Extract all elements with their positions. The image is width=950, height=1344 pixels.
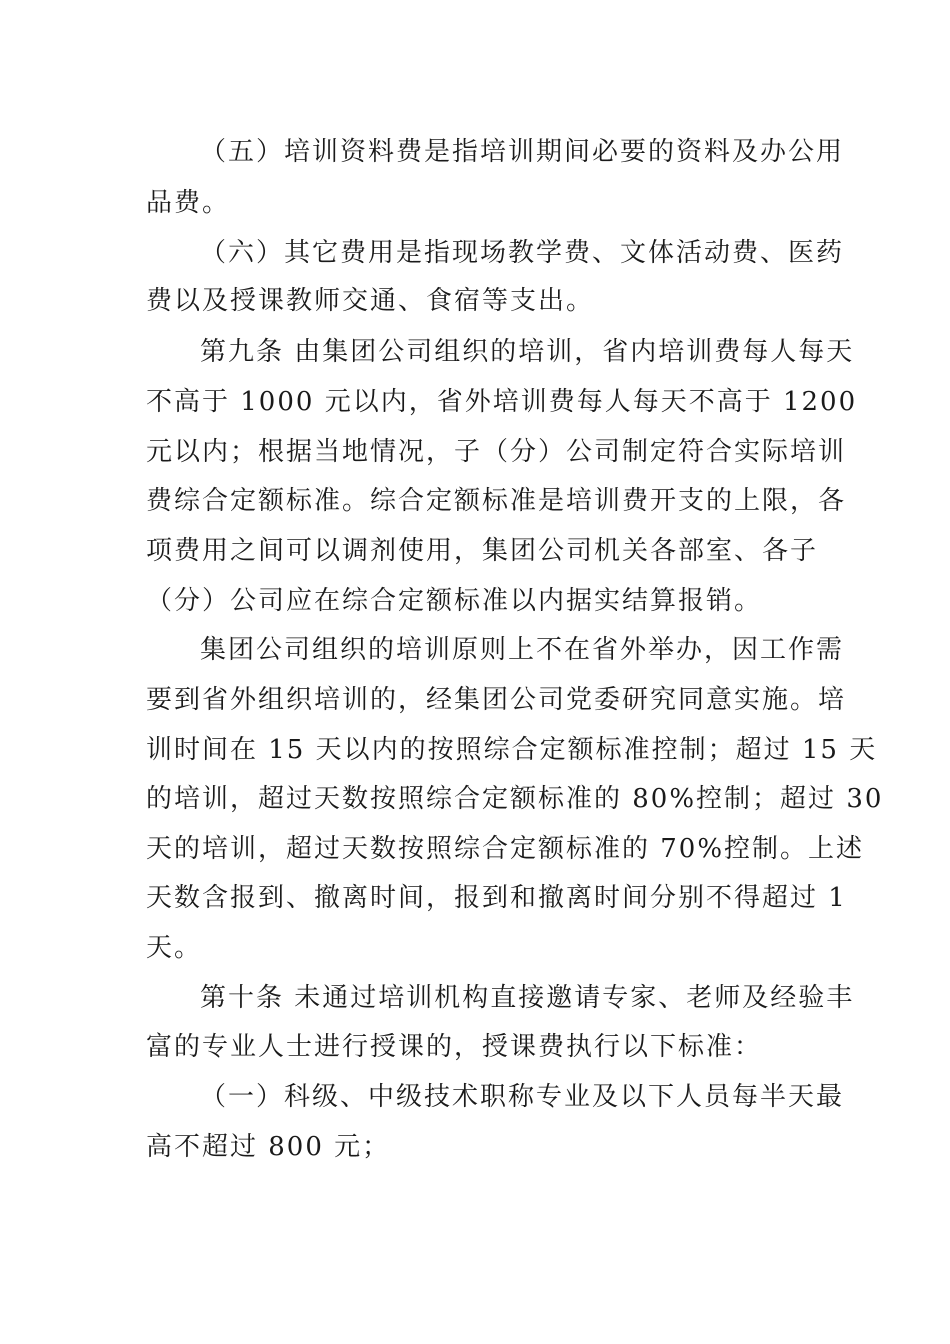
text-line-14: 的培训，超过天数按照综合定额标准的 80%控制；超过 30 [146,784,884,814]
text-line-1: （五）培训资料费是指培训期间必要的资料及办公用 [200,137,845,167]
text-line-9: 项费用之间可以调剂使用，集团公司机关各部室、各子 [146,536,819,566]
text-line-21: 高不超过 800 元； [146,1132,391,1162]
text-line-13: 训时间在 15 天以内的按照综合定额标准控制；超过 15 天 [146,735,878,765]
text-line-4: 费以及授课教师交通、食宿等支出。 [146,286,595,316]
text-line-19: 富的专业人士进行授课的，授课费执行以下标准： [146,1032,763,1062]
text-line-6: 不高于 1000 元以内，省外培训费每人每天不高于 1200 [146,387,858,417]
text-line-8: 费综合定额标准。综合定额标准是培训费开支的上限，各 [146,486,847,516]
text-line-11: 集团公司组织的培训原则上不在省外举办，因工作需 [200,635,845,665]
text-line-10: （分）公司应在综合定额标准以内据实结算报销。 [146,586,763,616]
text-line-16: 天数含报到、撤离时间，报到和撤离时间分别不得超过 1 [146,883,847,913]
text-line-17: 天。 [146,933,203,963]
text-line-5: 第九条 由集团公司组织的培训，省内培训费每人每天 [200,337,855,367]
text-line-12: 要到省外组织培训的，经集团公司党委研究同意实施。培 [146,685,847,715]
text-line-7: 元以内；根据当地情况，子（分）公司制定符合实际培训 [146,437,847,467]
text-line-20: （一）科级、中级技术职称专业及以下人员每半天最 [200,1082,845,1112]
text-line-2: 品费。 [146,188,231,218]
text-line-18: 第十条 未通过培训机构直接邀请专家、老师及经验丰 [200,983,855,1013]
text-line-3: （六）其它费用是指现场教学费、文体活动费、医药 [200,238,845,268]
text-line-15: 天的培训，超过天数按照综合定额标准的 70%控制。上述 [146,834,865,864]
